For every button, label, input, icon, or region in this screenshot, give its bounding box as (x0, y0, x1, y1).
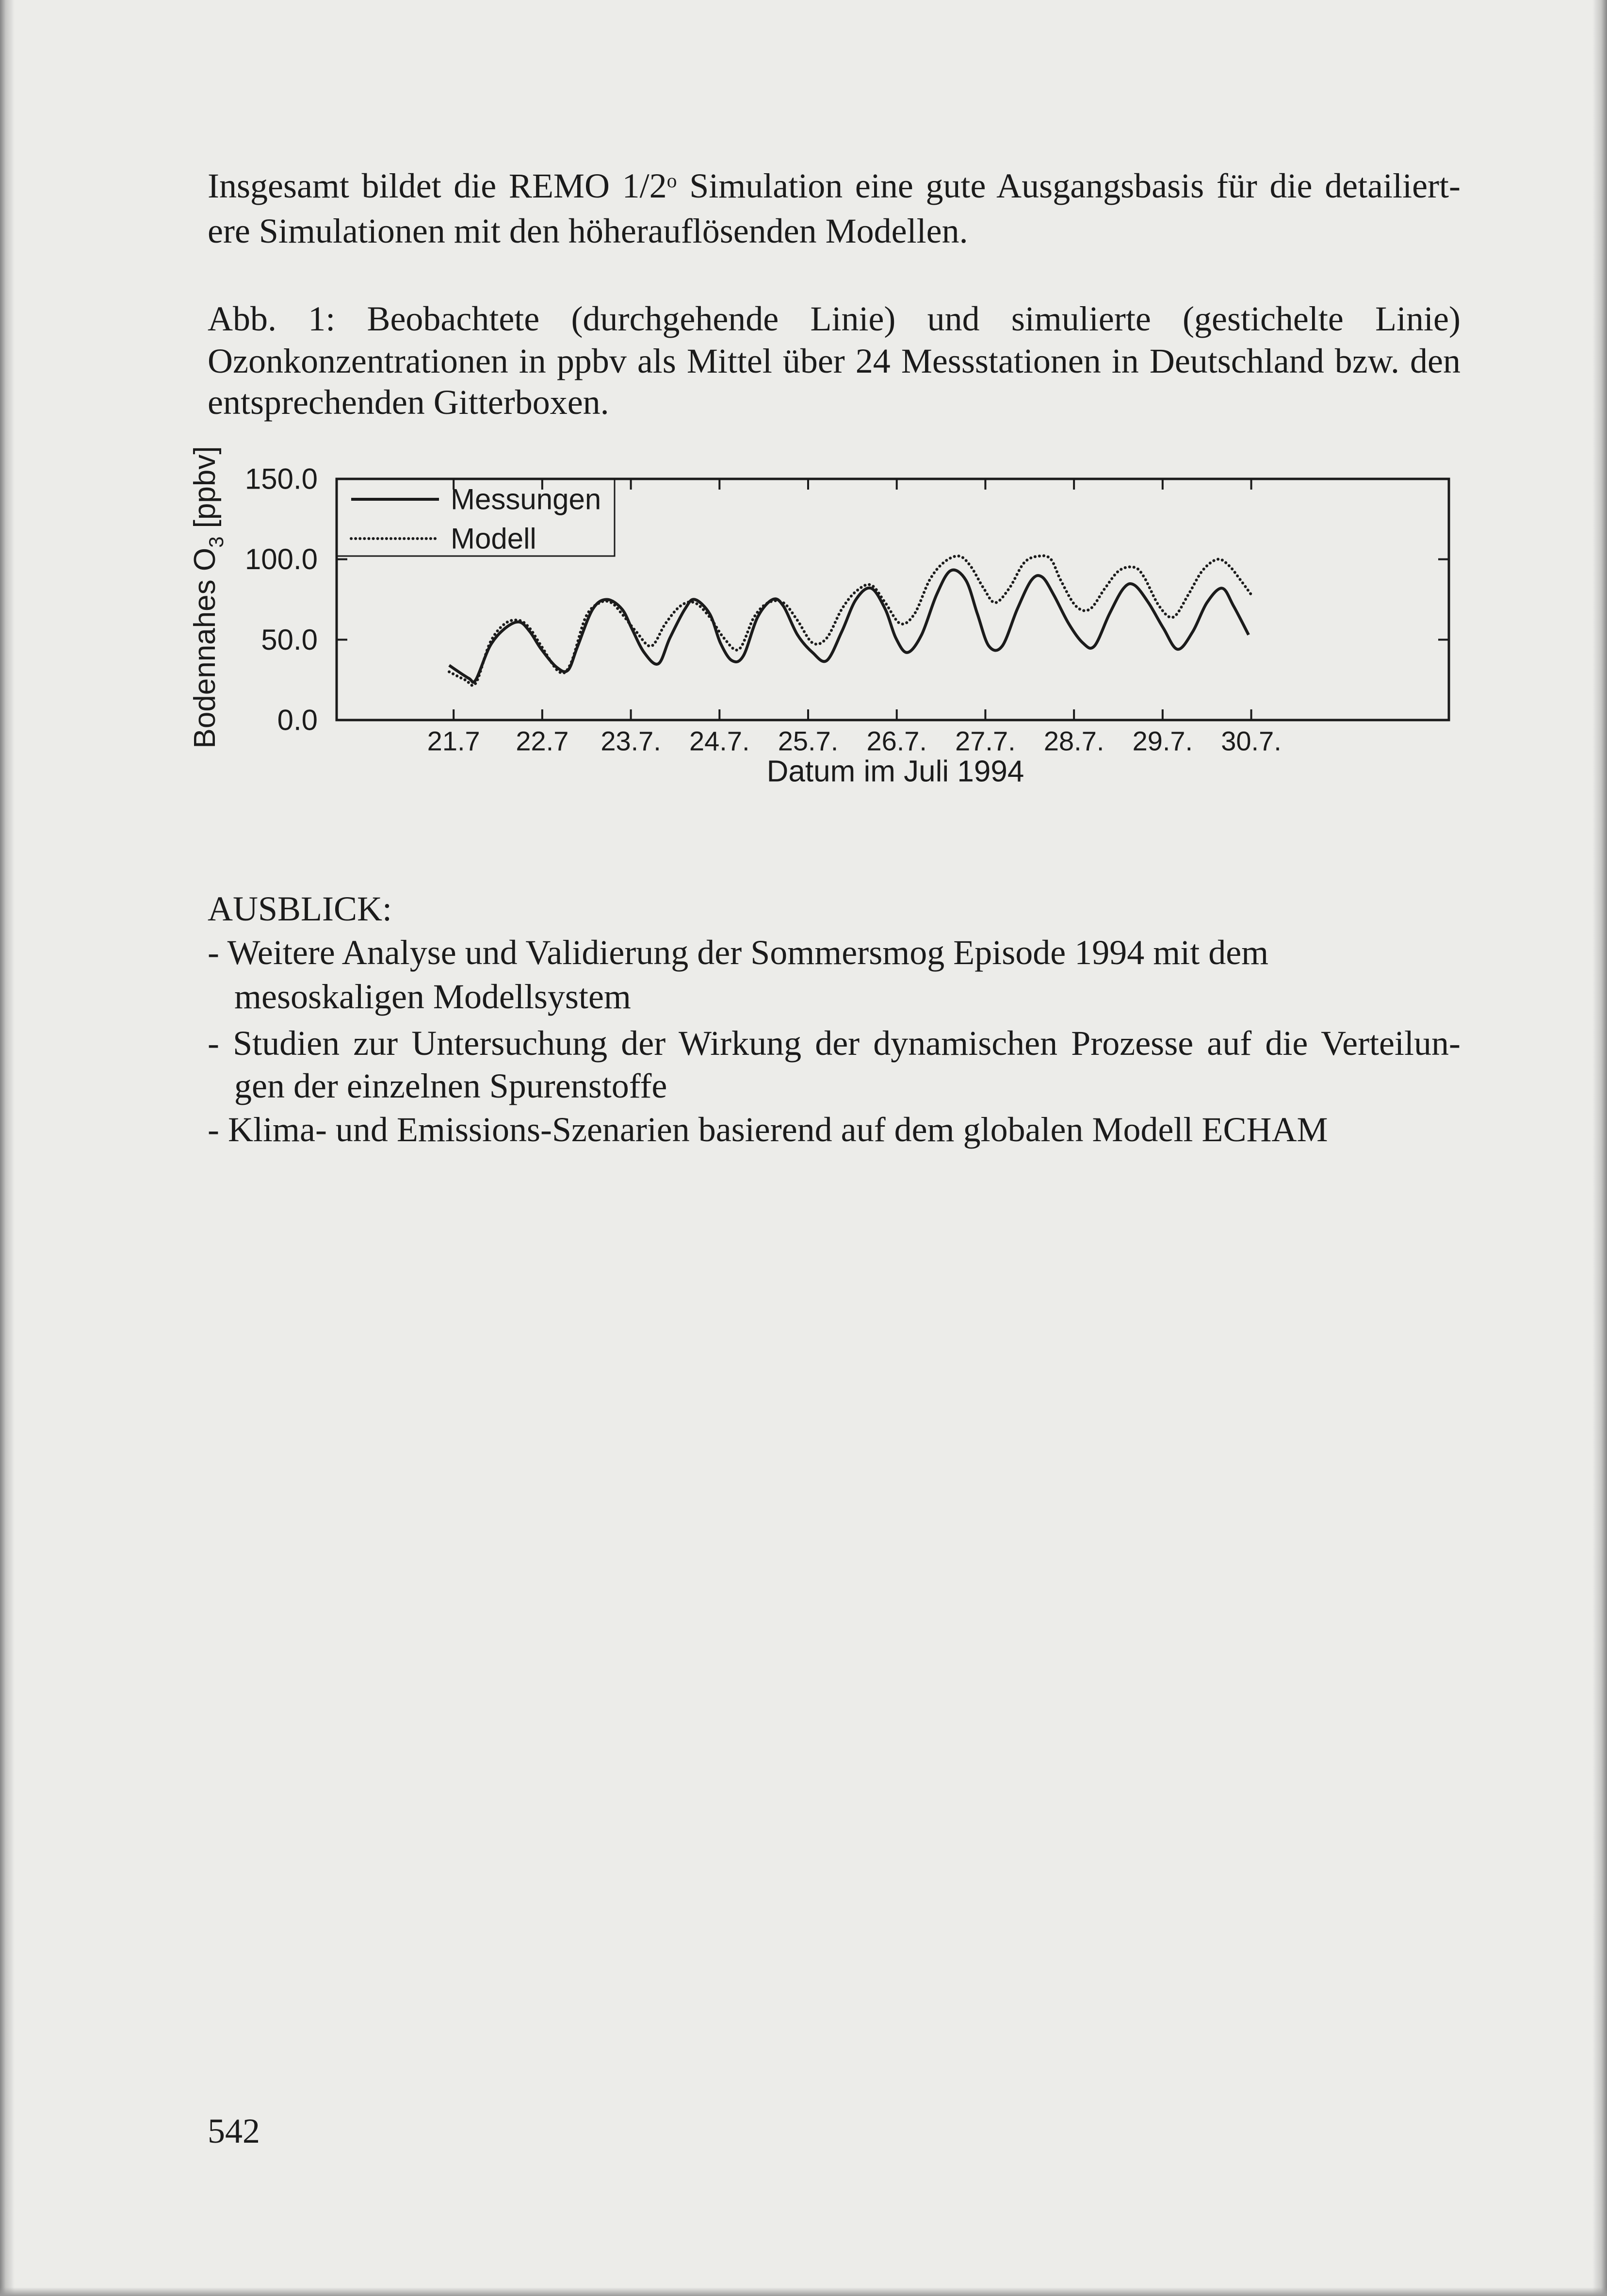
legend-label-modell: Modell (451, 522, 536, 555)
x-tick-label: 25.7. (778, 725, 839, 756)
chart-marks (245, 463, 1449, 756)
caption-line-2: Ozonkonzentrationen in ppbv als Mittel über 24 Messstationen in Deutschland bzw. den (208, 342, 1461, 380)
y-tick-label: 100.0 (244, 543, 318, 576)
x-tick-label: 26.7. (866, 725, 927, 756)
x-tick-label: 30.7. (1221, 725, 1282, 756)
y-axis-label-subscript: 3 (205, 536, 227, 548)
x-tick-label: 21.7 (427, 725, 480, 756)
intro-line-1 (208, 164, 1461, 209)
series-line-modell (449, 556, 1251, 685)
chart-legend (337, 479, 615, 556)
outlook-item-1-line-1: - Weitere Analyse und Validierung der Sommersmog Episode 1994 mit dem (208, 933, 1269, 972)
ozone-chart (0, 437, 1607, 805)
y-axis-label (188, 446, 228, 748)
outlook-item-2-line-1: - Studien zur Untersuchung der Wirkung der dynamischen Prozesse auf die Verteilun- (208, 1024, 1461, 1063)
y-axis-label-unit: [ppbv] (188, 446, 222, 537)
scan-edge-left (0, 0, 15, 2296)
intro-line-1-end: Simulation eine gute Ausgangsbasis für die detailiert- (677, 166, 1461, 205)
scan-edge-right (1592, 0, 1607, 2296)
intro-line-1-start: Insgesamt bildet die REMO 1/2 (208, 166, 667, 205)
x-tick-label: 29.7. (1132, 725, 1193, 756)
x-axis-label: Datum im Juli 1994 (766, 754, 1024, 788)
y-tick-label: 0.0 (277, 704, 318, 737)
intro-line-2: ere Simulationen mit den höherauflösenden Modellen. (208, 212, 968, 250)
legend-label-messungen: Messungen (451, 483, 601, 516)
outlook-item-2-line-2: gen der einzelnen Spurenstoffe (234, 1066, 667, 1105)
y-tick-label: 150.0 (244, 462, 318, 495)
x-tick-label: 22.7 (516, 725, 569, 756)
outlook-item-1-line-2: mesoskaligen Modellsystem (234, 977, 631, 1016)
x-tick-label: 24.7. (689, 725, 750, 756)
page-number: 542 (208, 2112, 260, 2150)
intro-superscript: o (666, 170, 677, 193)
x-tick-label: 27.7. (955, 725, 1016, 756)
y-axis-label-text: Bodennahes O (188, 547, 222, 749)
scan-edge-bottom (0, 2287, 1607, 2296)
x-tick-label: 23.7. (601, 725, 661, 756)
outlook-heading: AUSBLICK: (208, 889, 392, 928)
x-tick-label: 28.7. (1043, 725, 1104, 756)
caption-line-3: entsprechenden Gitterboxen. (208, 383, 609, 422)
y-tick-label: 50.0 (261, 623, 318, 656)
outlook-item-3-line-1: - Klima- und Emissions-Szenarien basierend auf dem globalen Modell ECHAM (208, 1110, 1328, 1149)
caption-line-1: Abb. 1: Beobachtete (durchgehende Linie) und simulierte (gestichelte Linie) (208, 299, 1461, 338)
